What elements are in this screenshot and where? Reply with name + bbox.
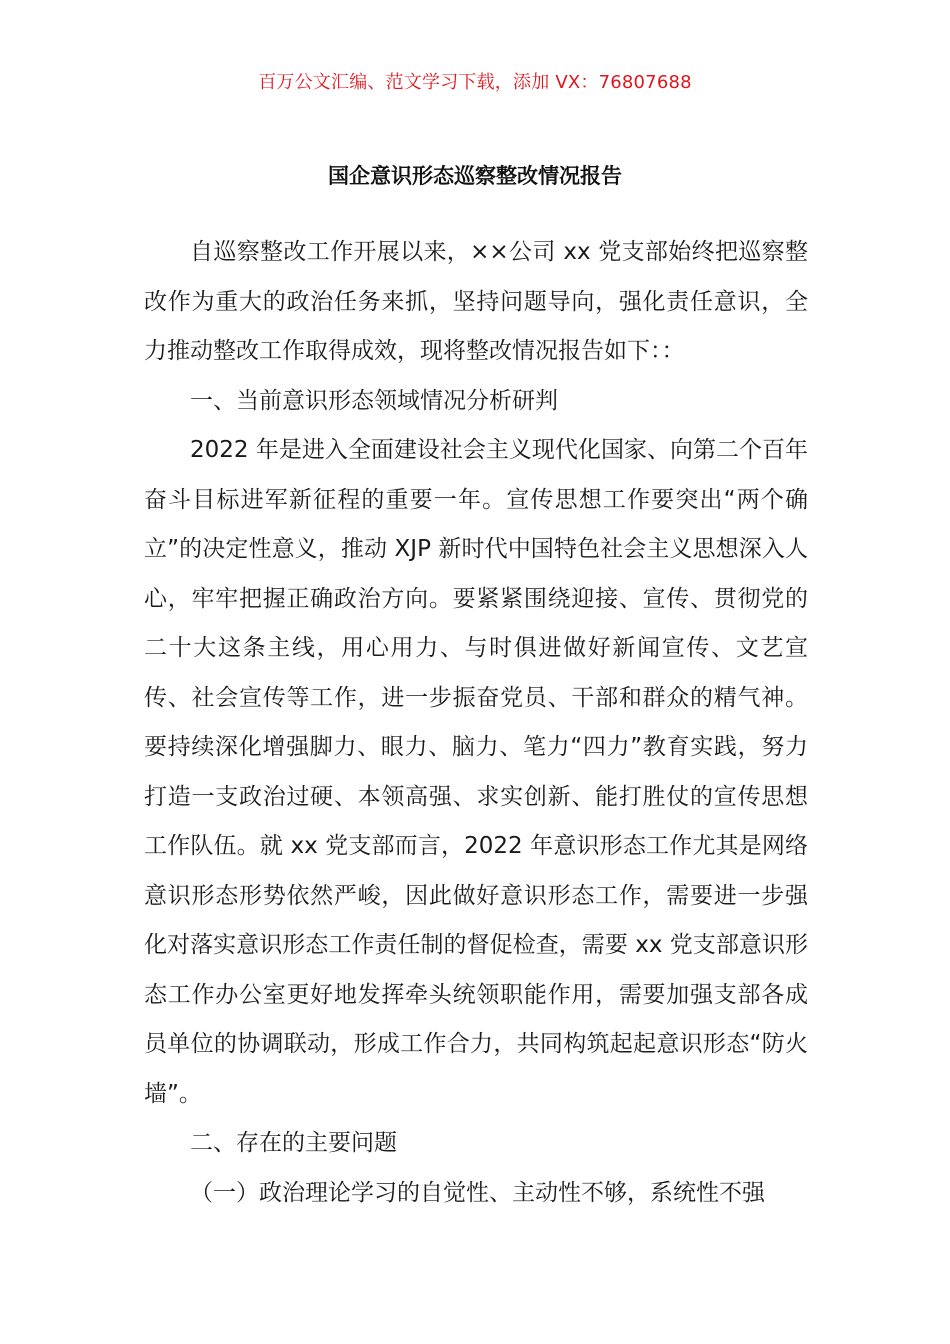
section-heading-1: 一、当前意识形态领域情况分析研判 xyxy=(190,387,558,414)
document-body xyxy=(144,228,808,1218)
header-watermark: 百万公文汇编、范文学习下载，添加 VX：76807688 xyxy=(258,72,692,93)
document-title: 国企意识形态巡察整改情况报告 xyxy=(328,164,622,188)
paragraph-analysis: 2022 年是进入全面建设社会主义现代化国家、向第二个百年奋斗目标进军新征程的重要一年。宣传思想工作要突出“两个确立”的决定性意义，推动 XJP 新时代中国特色社会主义思想深入人心，牢牢把握正确政治方向。要紧紧围绕迎接、宣传、贯彻党的二十大这条主线，用心用力、与时俱进做好新闻宣传、文艺宣传、社会宣传等工作，进一步振奋党员、干部和群众的精气神。要持续深化增强脚力、眼力、脑力、笔力“四力”教育实践，努力打造一支政治过硬、本领高强、求实创新、能打胜仗的宣传思想工作队伍。就 xx 党支部而言，2022 年意识形态工作尤其是网络意识形态形势依然严峻，因此做好意识形态工作，需要进一步强化对落实意识形态工作责任制的督促检查，需要 xx 党支部意识形态工作办公室更好地发挥牵头统领职能作用，需要加强支部各成员单位的协调联动，形成工作合力，共同构筑起起意识形态“防火墙”。 xyxy=(144,437,808,1107)
subsection-heading-1: （一）政治理论学习的自觉性、主动性不够，系统性不强 xyxy=(190,1179,765,1206)
paragraph-intro: 自巡察整改工作开展以来，××公司 xx 党支部始终把巡察整改作为重大的政治任务来抓，坚持问题导向，强化责任意识，全力推动整改工作取得成效，现将整改情况报告如下：： xyxy=(144,239,808,364)
section-heading-2: 二、存在的主要问题 xyxy=(190,1130,397,1156)
